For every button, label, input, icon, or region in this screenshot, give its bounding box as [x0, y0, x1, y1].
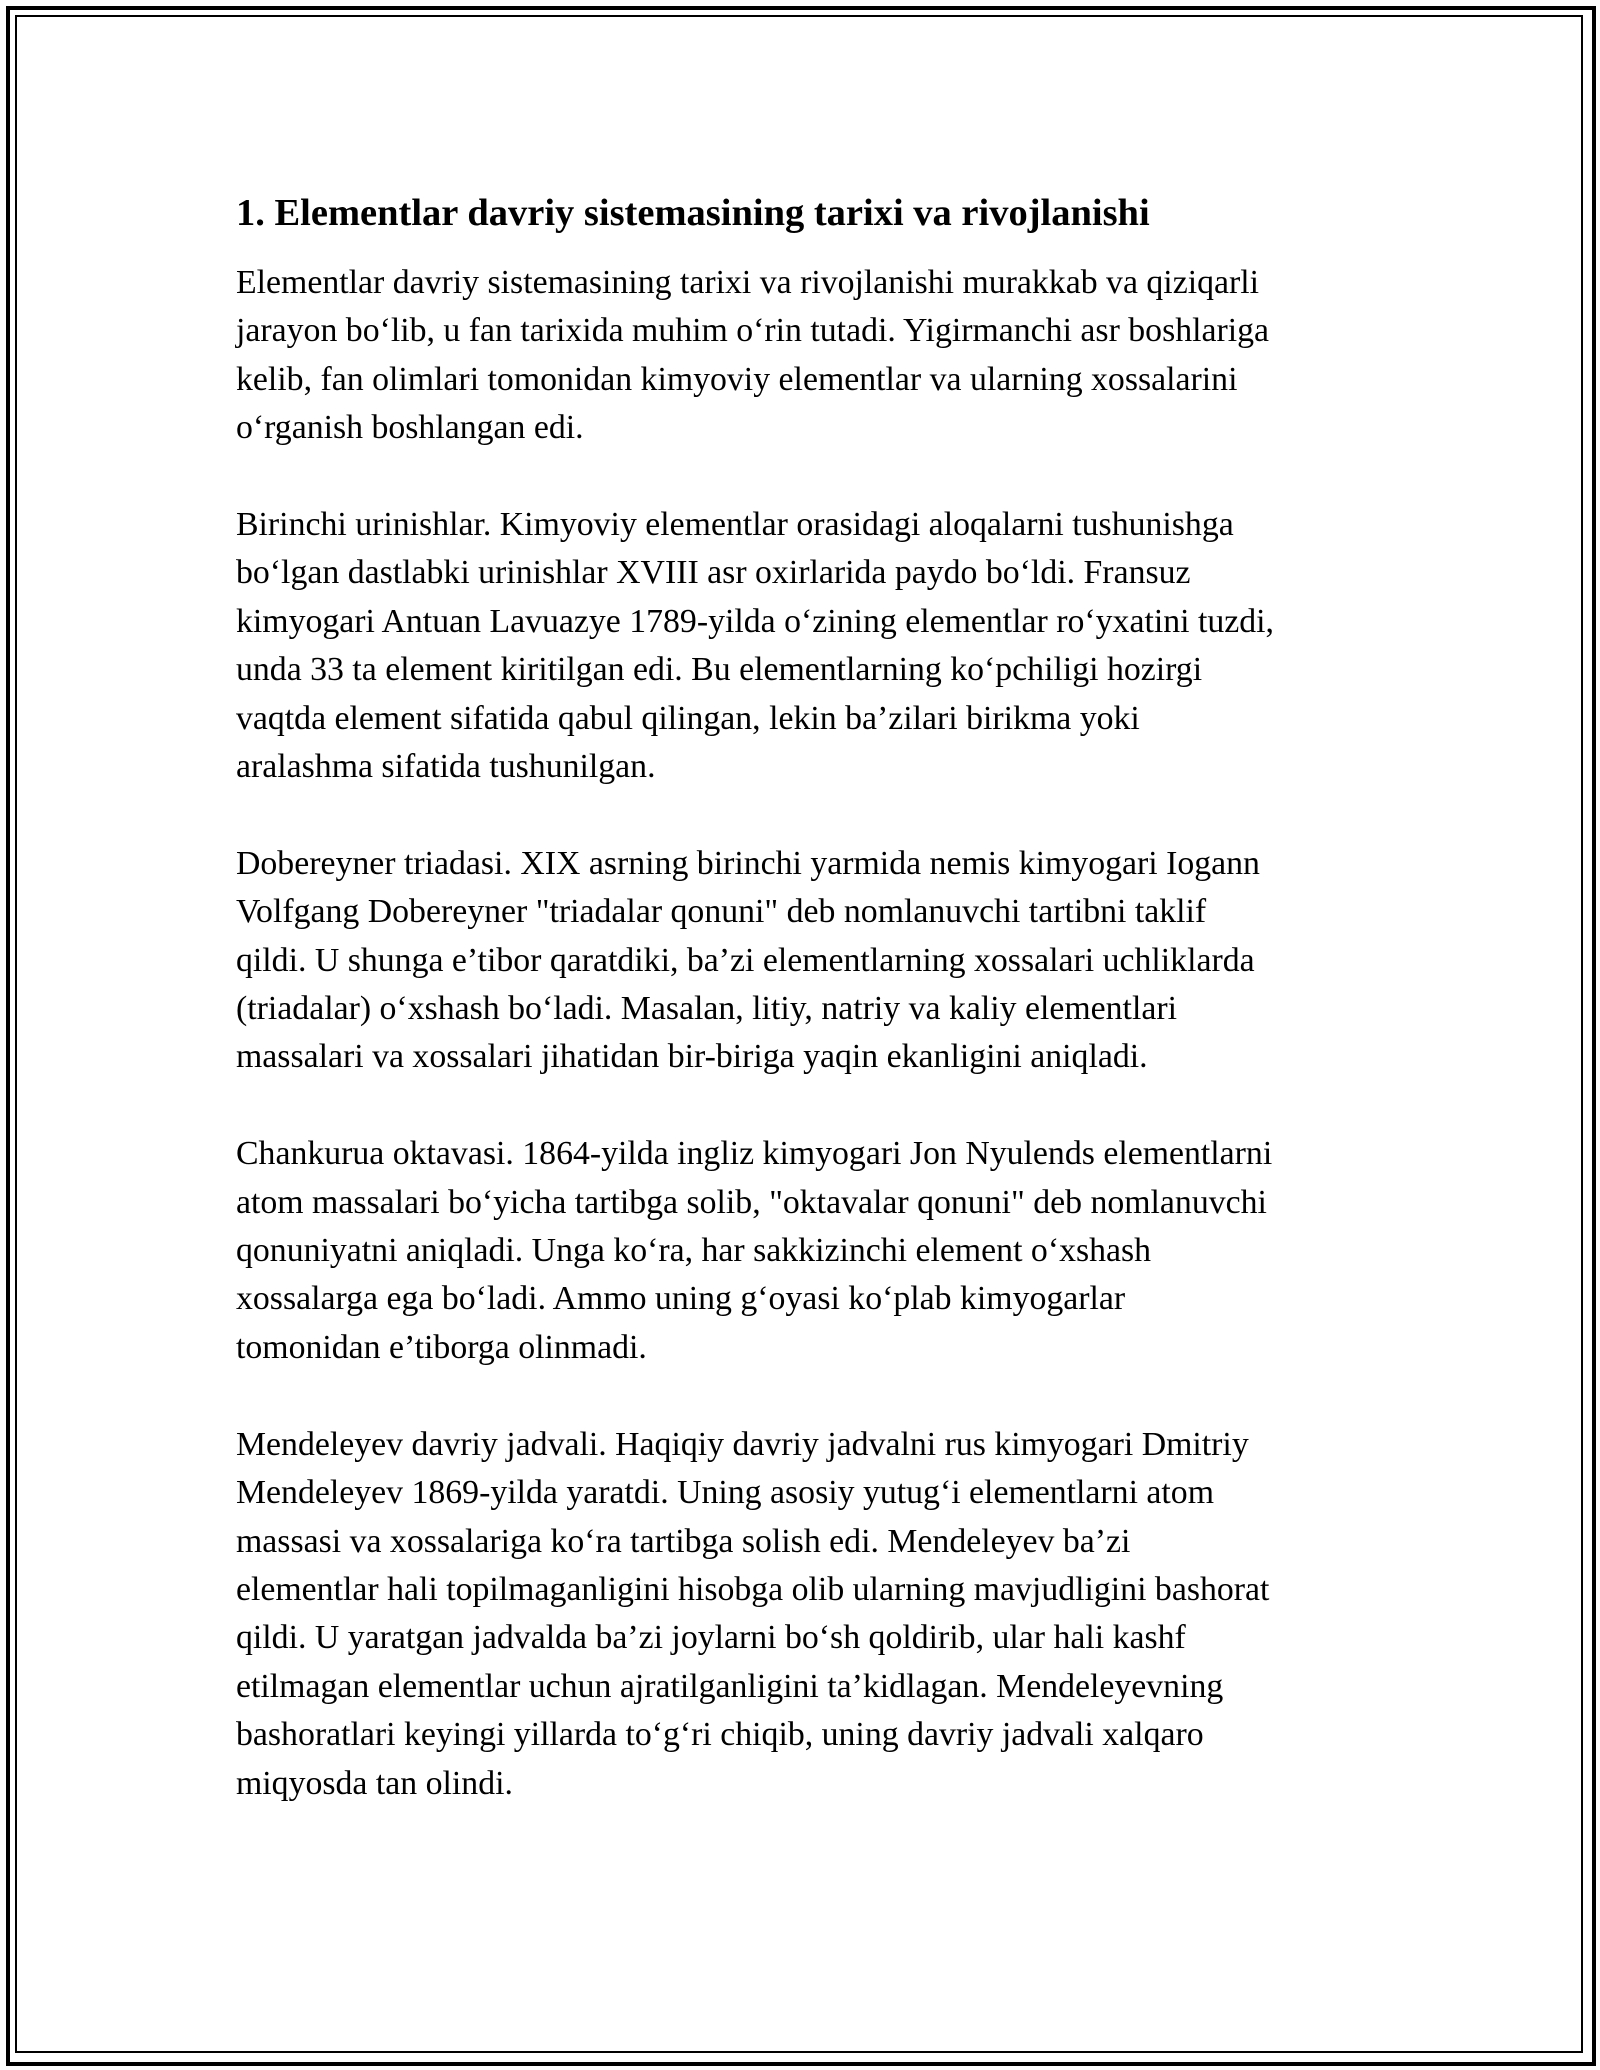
paragraph-line: miqyosda tan olindi.	[236, 1764, 513, 1802]
paragraph-line: etilmagan elementlar uchun ajratilganligini ta’kidlagan. Mendeleyevning	[236, 1667, 1224, 1705]
paragraph-line: o‘rganish boshlangan edi.	[236, 409, 584, 447]
paragraph-line: vaqtda element sifatida qabul qilingan, lekin ba’zilari birikma yoki	[236, 699, 1140, 737]
paragraph-line: Volfgang Dobereyner "triadalar qonuni" deb nomlanuvchi tartibni taklif	[236, 893, 1207, 931]
paragraph-line: jarayon bo‘lib, u fan tarixida muhim o‘rin tutadi. Yigirmanchi asr boshlariga	[236, 312, 1270, 350]
paragraph-line: elementlar hali topilmaganligini hisobga olib ularning mavjudligini bashorat	[236, 1570, 1270, 1608]
paragraph-line: Elementlar davriy sistemasining tarixi va rivojlanishi murakkab va qiziqarli	[236, 264, 1260, 301]
paragraph-octaves	[236, 1130, 1382, 1372]
paragraph-line: (triadalar) o‘xshash bo‘ladi. Masalan, litiy, natriy va kaliy elementlari	[236, 990, 1177, 1028]
paragraph-line: qildi. U shunga e’tibor qaratdiki, ba’zi elementlarning xossalari uchliklarda	[236, 941, 1255, 979]
paragraph-mendeleev	[236, 1421, 1382, 1808]
paragraph-first-attempts	[236, 501, 1382, 791]
paragraph-line: xossalarga ega bo‘ladi. Ammo uning g‘oyasi ko‘plab kimyogarlar	[236, 1280, 1126, 1318]
paragraph-line: tomonidan e’tiborga olinmadi.	[236, 1328, 647, 1366]
paragraph-line: aralashma sifatida tushunilgan.	[236, 748, 656, 786]
paragraph-line: Dobereyner triadasi. XIX asrning birinchi yarmida nemis kimyogari Iogann	[236, 844, 1260, 882]
paragraph-line: qonuniyatni aniqladi. Unga ko‘ra, har sakkizinchi element o‘xshash	[236, 1232, 1152, 1270]
paragraph-line: Mendeleyev davriy jadvali. Haqiqiy davriy jadvalni rus kimyogari Dmitriy	[236, 1425, 1249, 1463]
paragraph-line: kelib, fan olimlari tomonidan kimyoviy elementlar va ularning xossalarini	[236, 360, 1238, 398]
paragraph-dobereiner	[236, 840, 1382, 1082]
paragraph-line: Mendeleyev 1869-yilda yaratdi. Uning asosiy yutug‘i elementlarni atom	[236, 1474, 1214, 1512]
paragraph-line: bashoratlari keyingi yillarda to‘g‘ri chiqib, uning davriy jadvali xalqaro	[236, 1716, 1204, 1754]
paragraph-line: massalari va xossalari jihatidan bir-biriga yaqin ekanligini aniqladi.	[236, 1038, 1148, 1076]
paragraph-line: qildi. U yaratgan jadvalda ba’zi joylarni bo‘sh qoldirib, ular hali kashf	[236, 1619, 1186, 1657]
paragraph-line: atom massalari bo‘yicha tartibga solib, "oktavalar qonuni" deb nomlanuvchi	[236, 1183, 1267, 1221]
paragraph-intro	[236, 259, 1382, 453]
paragraph-line: Birinchi urinishlar. Kimyoviy elementlar orasidagi aloqalarni tushunishga	[236, 506, 1234, 544]
document-page	[236, 188, 1382, 1808]
paragraph-line: unda 33 ta element kiritilgan edi. Bu elementlarning ko‘pchiligi hozirgi	[236, 651, 1203, 689]
paragraph-line: bo‘lgan dastlabki urinishlar XVIII asr oxirlarida paydo bo‘ldi. Fransuz	[236, 554, 1191, 592]
paragraph-line: massasi va xossalariga ko‘ra tartibga solish edi. Mendeleyev ba’zi	[236, 1522, 1131, 1560]
paragraph-line: kimyogari Antuan Lavuazye 1789-yilda o‘zining elementlar ro‘yxatini tuzdi,	[236, 602, 1274, 640]
section-heading: 1. Elementlar davriy sistemasining tarixi va rivojlanishi	[236, 192, 1150, 234]
paragraph-line: Chankurua oktavasi. 1864-yilda ingliz kimyogari Jon Nyulends elementlarni	[236, 1135, 1273, 1173]
